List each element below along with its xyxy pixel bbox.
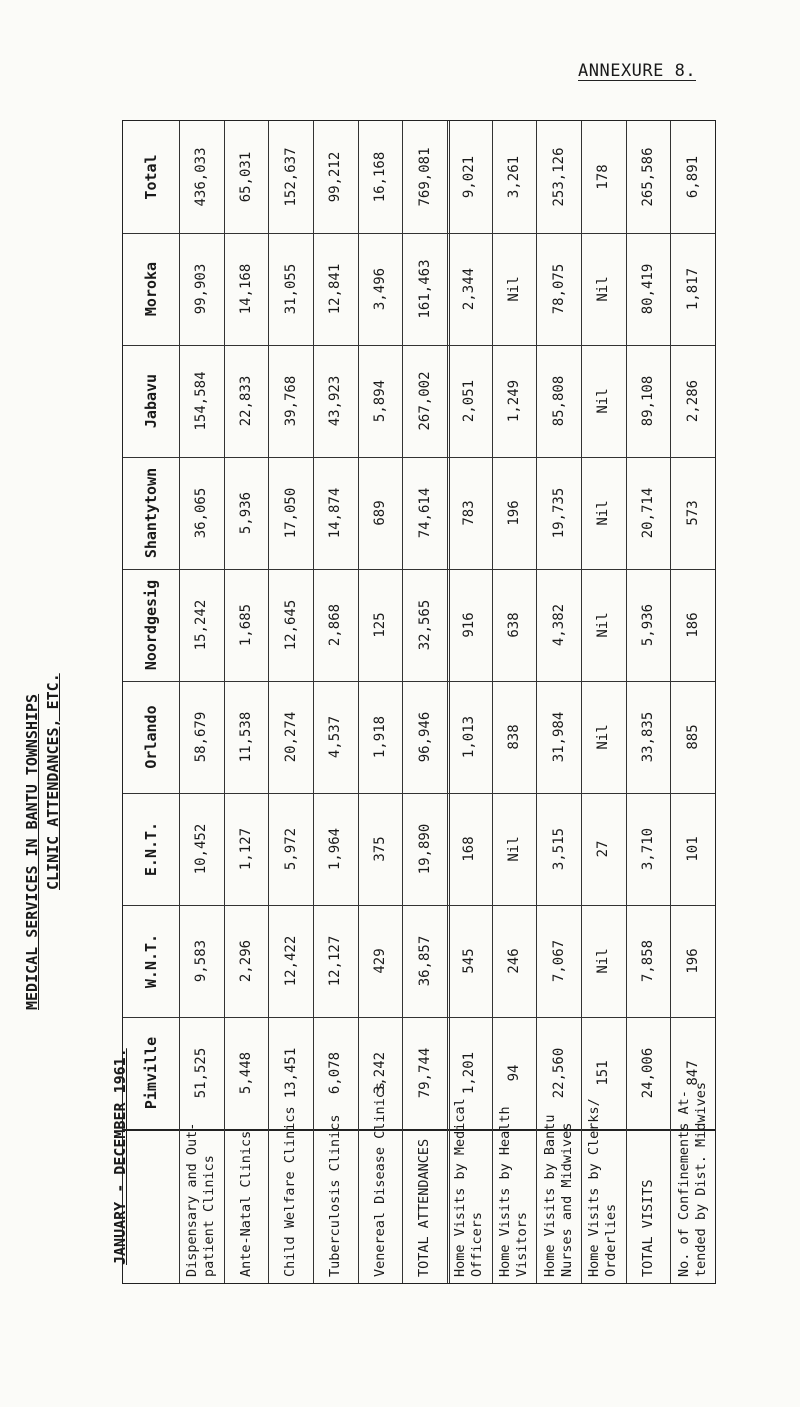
- table-cell: 16,168: [372, 151, 388, 203]
- title-line-3: JANUARY - DECEMBER 1961.: [111, 1048, 129, 1265]
- row-divider: [179, 121, 180, 1283]
- table-cell: 10,452: [193, 823, 210, 875]
- table-cell: 168: [461, 836, 478, 862]
- table-cell: 27: [595, 840, 612, 858]
- table-cell: 31,055: [282, 263, 299, 315]
- row-divider: [670, 121, 671, 1283]
- row-label: [372, 1082, 389, 1277]
- table-cell: 14,168: [238, 263, 254, 315]
- table-cell: 12,841: [327, 263, 344, 315]
- table-cell: 99,903: [193, 263, 210, 315]
- table-cell: 20,274: [282, 711, 299, 763]
- table-cell: 39,768: [282, 375, 299, 427]
- row-divider: [358, 121, 359, 1283]
- attendance-table: [122, 120, 716, 1284]
- table-cell: 9,021: [461, 155, 478, 199]
- row-label-line: Home Visits by Health: [497, 1106, 513, 1277]
- table-cell: 79,744: [416, 1047, 433, 1099]
- column-header: Shantytown: [142, 467, 160, 559]
- table-cell: 196: [684, 948, 701, 974]
- row-label: [184, 1123, 218, 1277]
- table-cell: 31,984: [550, 711, 567, 763]
- row-label: [416, 1139, 433, 1277]
- row-label: [282, 1106, 299, 1277]
- table-cell: 267,002: [416, 371, 433, 431]
- table-cell: Nil: [595, 612, 612, 638]
- table-cell: 15,242: [193, 599, 210, 651]
- table-cell: 3,515: [550, 827, 567, 871]
- row-label-line: TOTAL VISITS: [639, 1179, 656, 1277]
- row-label-line: Dispensary and Out-: [184, 1122, 201, 1277]
- table-cell: 94: [506, 1064, 522, 1082]
- row-divider: [268, 121, 269, 1283]
- table-cell: 5,936: [640, 603, 656, 647]
- row-label: [586, 1098, 620, 1277]
- table-cell: 885: [684, 724, 701, 750]
- table-cell: 43,923: [327, 375, 344, 427]
- row-divider: [402, 121, 403, 1283]
- table-cell: 246: [506, 948, 522, 974]
- table-cell: 1,964: [327, 827, 344, 871]
- column-header: Orlando: [142, 705, 160, 769]
- row-label-line: Child Welfare Clinics: [282, 1106, 299, 1277]
- table-cell: 20,714: [640, 487, 656, 539]
- table-cell: 429: [372, 948, 388, 974]
- row-label-line: Nurses and Midwives: [558, 1122, 575, 1277]
- table-cell: 638: [506, 612, 522, 638]
- row-label-line: No. of Confinements At-: [675, 1090, 692, 1277]
- row-label: [676, 1082, 710, 1277]
- table-cell: 7,067: [550, 939, 567, 983]
- table-cell: 7,858: [640, 939, 656, 983]
- table-cell: 1,918: [372, 715, 388, 759]
- row-label: [327, 1114, 344, 1277]
- table-cell: 3,496: [372, 267, 388, 311]
- table-cell: 154,584: [193, 371, 210, 431]
- table-cell: 5,972: [282, 827, 299, 871]
- row-label: [238, 1131, 255, 1277]
- table-cell: 6,891: [684, 155, 701, 199]
- table-cell: 51,525: [193, 1047, 210, 1099]
- table-cell: 125: [372, 612, 388, 638]
- table-cell: 5,448: [238, 1051, 254, 1095]
- table-cell: 89,108: [640, 375, 656, 427]
- table-cell: 545: [461, 948, 478, 974]
- annexure-label: ANNEXURE 8.: [578, 61, 697, 81]
- table-cell: 2,286: [684, 379, 701, 423]
- table-cell: 375: [372, 836, 388, 862]
- table-cell: 1,127: [238, 827, 254, 871]
- table-cell: 78,075: [550, 263, 567, 315]
- column-header: Moroka: [142, 261, 160, 317]
- row-label-line: Visitors: [514, 1211, 530, 1277]
- table-cell: 2,051: [461, 379, 478, 423]
- table-cell: 9,583: [193, 939, 210, 983]
- table-cell: 769,081: [416, 147, 433, 207]
- column-header: W.N.T.: [142, 933, 160, 989]
- table-cell: 265,586: [640, 147, 656, 207]
- row-label-line: Home Visits by Medical: [452, 1098, 469, 1277]
- table-cell: 1,249: [506, 379, 522, 423]
- row-label-line: Ante-Natal Clinics: [237, 1130, 254, 1277]
- table-cell: Nil: [595, 276, 612, 302]
- row-divider: [313, 121, 314, 1283]
- table-cell: 12,645: [282, 599, 299, 651]
- table-cell: 161,463: [416, 259, 433, 319]
- table-cell: 12,127: [327, 935, 344, 987]
- table-cell: 13,451: [282, 1047, 299, 1099]
- row-divider: [492, 121, 493, 1283]
- table-cell: 74,614: [416, 487, 433, 539]
- table-cell: Nil: [595, 948, 612, 974]
- row-divider: [626, 121, 627, 1283]
- row-label-line: Officers: [469, 1211, 486, 1277]
- row-label-line: patient Clinics: [201, 1155, 218, 1277]
- title-line-2: CLINIC ATTENDANCES, ETC.: [44, 673, 62, 890]
- table-cell: 916: [461, 612, 478, 638]
- row-divider: [581, 121, 582, 1283]
- table-cell: 689: [372, 500, 388, 526]
- table-cell: 36,065: [193, 487, 210, 539]
- row-label: [497, 1106, 531, 1277]
- table-cell: 1,685: [238, 603, 254, 647]
- table-cell: 3,710: [640, 827, 656, 871]
- table-cell: Nil: [595, 724, 612, 750]
- table-cell: 178: [595, 164, 612, 190]
- table-cell: 80,419: [640, 263, 656, 315]
- table-cell: Nil: [506, 836, 522, 862]
- table-cell: 22,833: [238, 375, 254, 427]
- row-label-line: Home Visits by Bantu: [541, 1114, 558, 1277]
- table-cell: 11,538: [238, 711, 254, 763]
- table-cell: 65,031: [238, 151, 254, 203]
- table-cell: 14,874: [327, 487, 344, 539]
- table-cell: 24,006: [640, 1047, 656, 1099]
- row-label-line: tended by Dist. Midwives: [692, 1081, 709, 1277]
- row-label-line: Tuberculosis Clinics: [326, 1114, 343, 1277]
- table-cell: 22,560: [550, 1047, 567, 1099]
- table-cell: 783: [461, 500, 478, 526]
- table-cell: 152,637: [282, 147, 299, 207]
- table-cell: 36,857: [416, 935, 433, 987]
- row-label-line: TOTAL ATTENDANCES: [416, 1138, 433, 1277]
- row-label: [542, 1114, 576, 1277]
- table-cell: 99,212: [327, 151, 344, 203]
- table-cell: 2,868: [327, 603, 344, 647]
- table-cell: 3,261: [506, 155, 522, 199]
- row-label: [640, 1179, 657, 1277]
- title-line-1: MEDICAL SERVICES IN BANTU TOWNSHIPS: [23, 693, 41, 1010]
- row-label: [452, 1098, 486, 1277]
- table-grid: [123, 121, 715, 1283]
- row-label-line: Home Visits by Clerks/: [586, 1098, 603, 1277]
- column-header: Jabavu: [142, 373, 160, 429]
- table-cell: 5,936: [238, 491, 254, 535]
- table-cell: Nil: [595, 388, 612, 414]
- row-label-line: Venereal Disease Clinics: [371, 1081, 388, 1277]
- column-header: Noordgesig: [142, 579, 160, 671]
- table-cell: 1,013: [461, 715, 478, 759]
- table-cell: 17,050: [282, 487, 299, 539]
- column-header: Total: [142, 154, 160, 200]
- table-cell: 3,242: [372, 1051, 388, 1095]
- table-cell: 85,808: [550, 375, 567, 427]
- table-cell: 101: [684, 836, 701, 862]
- table-cell: 838: [506, 724, 522, 750]
- row-divider: [447, 121, 450, 1283]
- table-cell: 4,382: [550, 603, 567, 647]
- table-cell: 2,296: [238, 939, 254, 983]
- table-cell: 253,126: [550, 147, 567, 207]
- table-cell: 1,817: [684, 267, 701, 311]
- table-cell: 5,894: [372, 379, 388, 423]
- table-cell: 4,537: [327, 715, 344, 759]
- table-cell: 186: [684, 612, 701, 638]
- table-cell: Nil: [506, 276, 522, 302]
- table-cell: 33,835: [640, 711, 656, 763]
- table-cell: 19,735: [550, 487, 567, 539]
- table-cell: 151: [595, 1060, 612, 1086]
- table-cell: 196: [506, 500, 522, 526]
- table-cell: 1,201: [461, 1051, 478, 1095]
- table-cell: 96,946: [416, 711, 433, 763]
- document-title: [22, 590, 64, 1010]
- table-cell: 2,344: [461, 267, 478, 311]
- table-cell: 573: [684, 500, 701, 526]
- column-header: Pimville: [142, 1036, 160, 1110]
- table-cell: 12,422: [282, 935, 299, 987]
- row-divider: [224, 121, 225, 1283]
- table-cell: 436,033: [193, 147, 210, 207]
- table-cell: 847: [684, 1060, 701, 1086]
- table-cell: 6,078: [327, 1051, 344, 1095]
- row-label-line: Orderlies: [603, 1203, 620, 1277]
- table-cell: 58,679: [193, 711, 210, 763]
- table-cell: 19,890: [416, 823, 433, 875]
- table-cell: Nil: [595, 500, 612, 526]
- row-divider: [536, 121, 537, 1283]
- column-header: E.N.T.: [142, 821, 160, 877]
- table-cell: 32,565: [416, 599, 433, 651]
